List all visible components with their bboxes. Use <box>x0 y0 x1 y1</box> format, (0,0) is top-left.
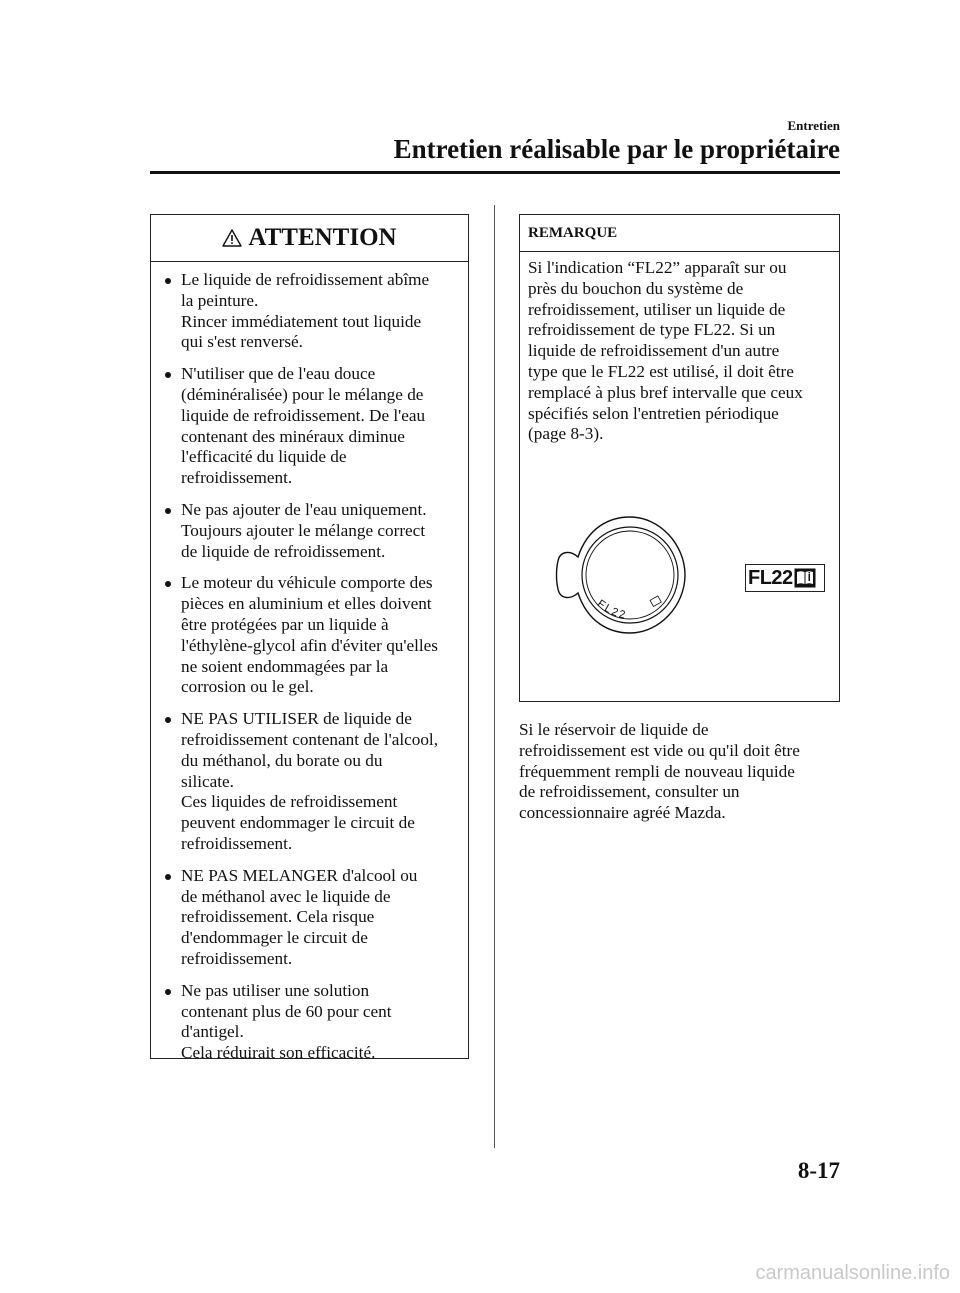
text-line: Si le réservoir de liquide de <box>519 720 709 739</box>
text-line: Si l'indication “FL22” apparaît sur ou <box>528 258 787 277</box>
attention-item <box>161 866 464 970</box>
text-line: d'antigel. <box>181 1022 244 1042</box>
note-text <box>520 252 839 445</box>
text-line: contenant des minéraux diminue <box>181 426 405 446</box>
bullet <box>165 508 171 514</box>
attention-item <box>161 270 464 353</box>
text-line: corrosion ou le gel. <box>181 677 314 697</box>
bullet <box>165 278 171 284</box>
after-note-text <box>519 720 840 824</box>
text-line: de refroidissement, consulter un <box>519 782 740 802</box>
text-line: remplacé à plus bref intervalle que ceux <box>528 382 803 402</box>
text-line: concessionnaire agréé Mazda. <box>519 803 726 823</box>
text-line: Le liquide de refroidissement abîme <box>181 270 430 289</box>
text-line: Ne pas utiliser une solution <box>181 980 370 1000</box>
bullet <box>165 372 171 378</box>
radiator-cap-figure <box>530 505 830 645</box>
text-line: liquide de refroidissement. De l'eau <box>181 405 426 425</box>
bullet <box>165 717 171 723</box>
text-line: refroidissement. <box>181 948 293 968</box>
text-line: NE PAS UTILISER de liquide de <box>181 709 412 729</box>
warning-triangle-icon <box>222 229 242 247</box>
header-rule <box>150 171 840 174</box>
text-line: type que le FL22 est utilisé, il doit être <box>528 361 794 381</box>
text-line: refroidissement, utiliser un liquide de <box>528 299 786 319</box>
text-line: fréquemment rempli de nouveau liquide <box>519 761 795 781</box>
text-line: de méthanol avec le liquide de <box>181 886 391 906</box>
text-line: Le moteur du véhicule comporte des <box>181 573 433 593</box>
text-line: Rincer immédiatement tout liquide <box>181 311 422 331</box>
note-box <box>519 214 840 702</box>
text-line: Cela réduirait son efficacité. <box>181 1043 376 1063</box>
text-line: près du bouchon du système de <box>528 278 744 298</box>
bullet <box>165 874 171 880</box>
bullet <box>165 581 171 587</box>
column-divider <box>494 205 495 1148</box>
text-line: liquide de refroidissement d'un autre <box>528 341 780 361</box>
text-line: refroidissement. <box>181 468 293 488</box>
text-line: Ne pas ajouter de l'eau uniquement. <box>181 499 427 519</box>
text-line: ne soient endommagées par la <box>181 656 389 676</box>
text-line: qui s'est renversé. <box>181 332 303 352</box>
text-line: (page 8-3). <box>528 424 604 444</box>
text-line: refroidissement de type FL22. Si un <box>528 320 776 340</box>
section-title: Entretien réalisable par le propriétaire <box>393 134 840 164</box>
text-line: la peinture. <box>181 290 259 310</box>
text-line: spécifiés selon l'entretien périodique <box>528 403 779 423</box>
cap-fl22-label: FL22 <box>594 597 629 622</box>
attention-box <box>150 214 469 1063</box>
text-line: refroidissement. <box>181 833 293 853</box>
attention-item <box>161 709 464 855</box>
attention-item <box>161 364 464 489</box>
text-line: NE PAS MELANGER d'alcool ou <box>181 865 418 885</box>
owner-manual-book-icon <box>794 568 816 588</box>
text-line: refroidissement contenant de l'alcool, <box>181 729 438 749</box>
attention-item <box>161 573 464 698</box>
text-line: Toujours ajouter le mélange correct <box>181 520 426 540</box>
radiator-cap-icon <box>530 505 700 645</box>
text-line: d'endommager le circuit de <box>181 928 368 948</box>
fl22-badge <box>745 564 825 592</box>
text-line: (déminéralisée) pour le mélange de <box>181 384 424 404</box>
attention-header <box>151 215 468 262</box>
page-number: 8-17 <box>797 1158 840 1183</box>
fl22-badge-label: FL22 <box>748 566 793 589</box>
text-line: l'éthylène-glycol afin d'éviter qu'elles <box>181 635 438 655</box>
bullet <box>165 989 171 995</box>
attention-item <box>161 500 464 562</box>
attention-item <box>161 981 464 1064</box>
attention-list <box>151 262 468 1064</box>
text-line: pièces en aluminium et elles doivent <box>181 594 432 614</box>
text-line: contenant plus de 60 pour cent <box>181 1001 392 1021</box>
text-line: silicate. <box>181 771 234 791</box>
text-line: être protégées par un liquide à <box>181 614 389 634</box>
text-line: N'utiliser que de l'eau douce <box>181 364 376 384</box>
text-line: du méthanol, du borate ou du <box>181 750 383 770</box>
watermark: carmanualsonline.info <box>755 1262 950 1284</box>
text-line: peuvent endommager le circuit de <box>181 813 415 833</box>
note-title: REMARQUE <box>520 215 839 252</box>
text-line: de liquide de refroidissement. <box>181 541 386 561</box>
text-line: Ces liquides de refroidissement <box>181 792 398 812</box>
text-line: refroidissement est vide ou qu'il doit être <box>519 740 800 760</box>
text-line: l'efficacité du liquide de <box>181 447 347 467</box>
text-line: refroidissement. Cela risque <box>181 907 375 927</box>
chapter-label: Entretien <box>787 118 840 133</box>
attention-title: ATTENTION <box>248 224 397 251</box>
